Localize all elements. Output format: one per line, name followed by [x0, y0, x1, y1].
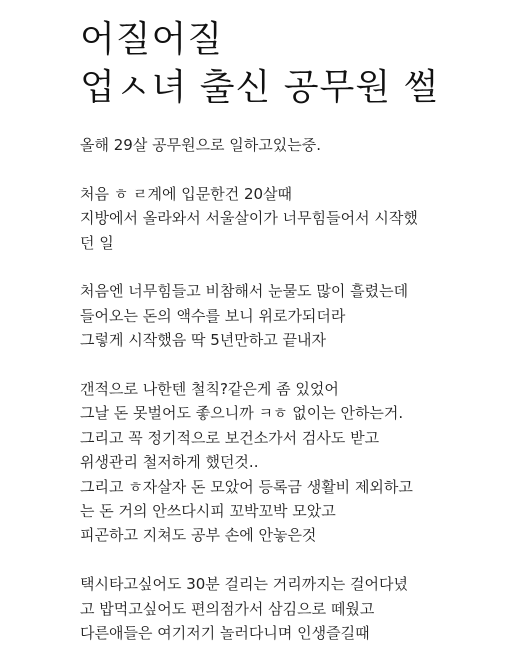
text-line: 처음엔 너무힘들고 비참해서 눈물도 많이 흘렸는데 [80, 282, 409, 301]
text-line: 다른애들은 여기저기 놀러다니며 인생즐길때 [80, 624, 370, 643]
text-line: 그렇게 시작했음 딱 5년만하고 끝내자 [80, 331, 326, 350]
text-line: 는 돈 거의 안쓰다시피 꼬박꼬박 모았고 [80, 502, 336, 521]
text-line: 지방에서 올라와서 서울살이가 너무힘들어서 시작했 [80, 209, 418, 228]
title-line-2: 업ㅅ녀 출신 공무원 썰 [80, 67, 440, 108]
paragraph [80, 572, 510, 645]
text-line: 던 일 [80, 233, 114, 252]
text-line: 올해 29살 공무원으로 일하고있는중. [80, 136, 322, 154]
text-line: 고 밥먹고싶어도 편의점가서 삼김으로 떼웠고 [80, 599, 375, 618]
title-line-1: 어질어질 [80, 19, 224, 60]
text-line: 들어오는 돈의 액수를 보니 위로가되더라 [80, 306, 346, 325]
paragraph [80, 279, 510, 352]
text-line: 그리고 ㅎ자살자 돈 모았어 등록금 생활비 제외하고 [80, 477, 413, 496]
text-line: 피곤하고 지쳐도 공부 손에 안놓은것 [80, 526, 317, 545]
paragraph [80, 133, 510, 157]
paragraph [80, 377, 510, 548]
text-line: 처음 ㅎ ㄹ계에 입문한건 20살때 [80, 184, 293, 203]
text-line: 위생관리 철저하게 했던것.. [80, 453, 259, 472]
paragraph [80, 182, 510, 255]
text-line: 그날 돈 못벌어도 좋으니까 ㅋㅎ 없이는 안하는거. [80, 404, 404, 423]
post-title [80, 16, 510, 112]
post-body [80, 133, 510, 670]
text-line: 그리고 꼭 정기적으로 보건소가서 검사도 받고 [80, 428, 380, 447]
text-line: 택시타고싶어도 30분 걸리는 거리까지는 걸어다녔 [80, 575, 408, 594]
text-line: 갠적으로 나한텐 철칙?같은게 좀 있었어 [80, 380, 339, 399]
